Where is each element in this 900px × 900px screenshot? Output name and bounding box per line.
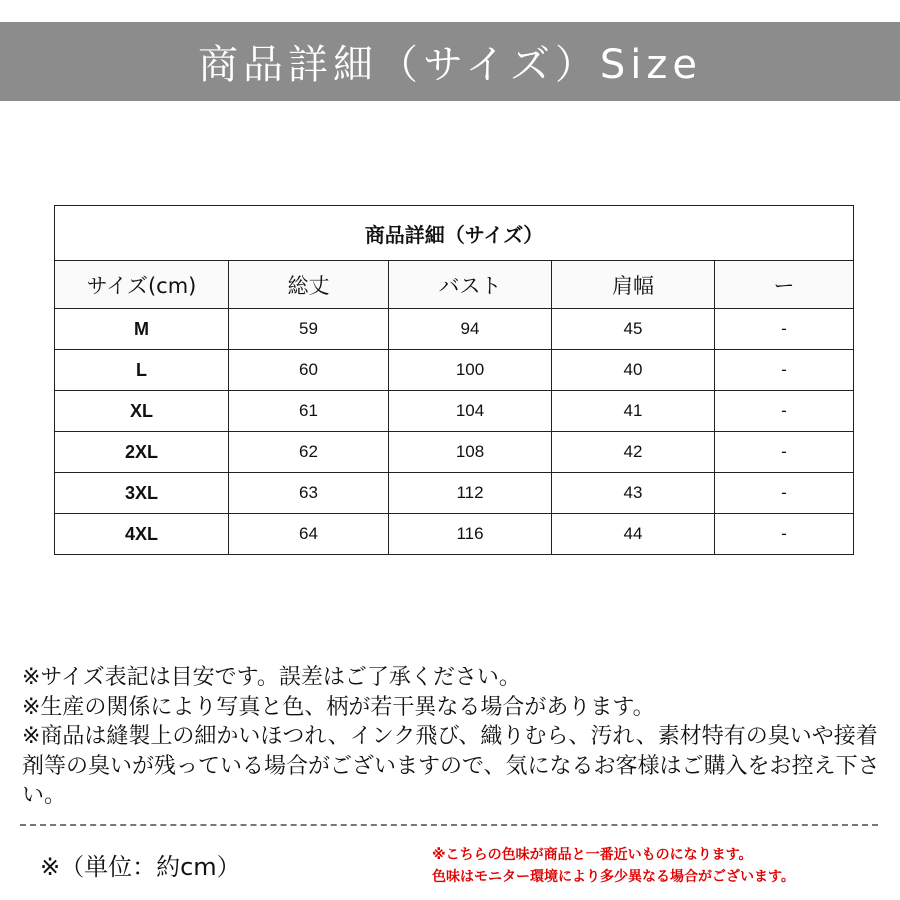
extra-cell: - <box>715 432 854 473</box>
shoulder-cell: 44 <box>552 514 715 555</box>
table-row <box>55 309 854 350</box>
length-cell: 60 <box>229 350 389 391</box>
note-line: ※サイズ表記は目安です。誤差はご了承ください。 <box>22 665 521 690</box>
dashed-divider <box>20 824 878 826</box>
table-row <box>55 514 854 555</box>
size-cell: XL <box>55 391 229 432</box>
table-row <box>55 391 854 432</box>
bust-cell: 116 <box>389 514 552 555</box>
shoulder-cell: 43 <box>552 473 715 514</box>
note-line: ※商品は縫製上の細かいほつれ、インク飛び、織りむら、汚れ、素材特有の臭いや接着剤等の臭いが残っている場合がございますので、気になるお客様はご購入をお控え下さい。 <box>22 724 880 808</box>
table-header-row <box>55 261 854 309</box>
table-row <box>55 473 854 514</box>
note-line: ※生産の関係により写真と色、柄が若干異なる場合があります。 <box>22 694 655 720</box>
table-row <box>55 350 854 391</box>
bust-cell: 108 <box>389 432 552 473</box>
size-cell: 4XL <box>55 514 229 555</box>
notes-block <box>22 663 890 811</box>
extra-cell: - <box>715 514 854 555</box>
extra-cell: - <box>715 350 854 391</box>
length-cell: 59 <box>229 309 389 350</box>
size-cell: M <box>55 309 229 350</box>
size-cell: L <box>55 350 229 391</box>
length-cell: 63 <box>229 473 389 514</box>
table-title: 商品詳細（サイズ） <box>55 206 854 261</box>
length-cell: 62 <box>229 432 389 473</box>
extra-cell: - <box>715 309 854 350</box>
length-cell: 64 <box>229 514 389 555</box>
shoulder-cell: 42 <box>552 432 715 473</box>
color-note-line: ※こちらの色味が商品と一番近いものになります。 <box>432 847 753 863</box>
shoulder-cell: 45 <box>552 309 715 350</box>
size-cell: 2XL <box>55 432 229 473</box>
column-header-bust: バスト <box>389 261 552 309</box>
table-row <box>55 432 854 473</box>
color-note-line: 色味はモニター環境により多少異なる場合がございます。 <box>432 869 795 885</box>
extra-cell: - <box>715 473 854 514</box>
shoulder-cell: 41 <box>552 391 715 432</box>
size-table <box>54 205 854 555</box>
bust-cell: 100 <box>389 350 552 391</box>
bust-cell: 94 <box>389 309 552 350</box>
column-header-extra: ー <box>715 261 854 309</box>
page-title: 商品詳細（サイズ）Size <box>198 42 702 88</box>
size-cell: 3XL <box>55 473 229 514</box>
column-header-size: サイズ(cm) <box>55 261 229 309</box>
page-title-banner <box>0 22 900 101</box>
color-note <box>432 844 795 888</box>
table-title-row <box>55 206 854 261</box>
bust-cell: 104 <box>389 391 552 432</box>
extra-cell: - <box>715 391 854 432</box>
shoulder-cell: 40 <box>552 350 715 391</box>
bust-cell: 112 <box>389 473 552 514</box>
column-header-shoulder: 肩幅 <box>552 261 715 309</box>
length-cell: 61 <box>229 391 389 432</box>
column-header-length: 総丈 <box>229 261 389 309</box>
unit-note: ※（単位：約cm） <box>40 853 241 881</box>
